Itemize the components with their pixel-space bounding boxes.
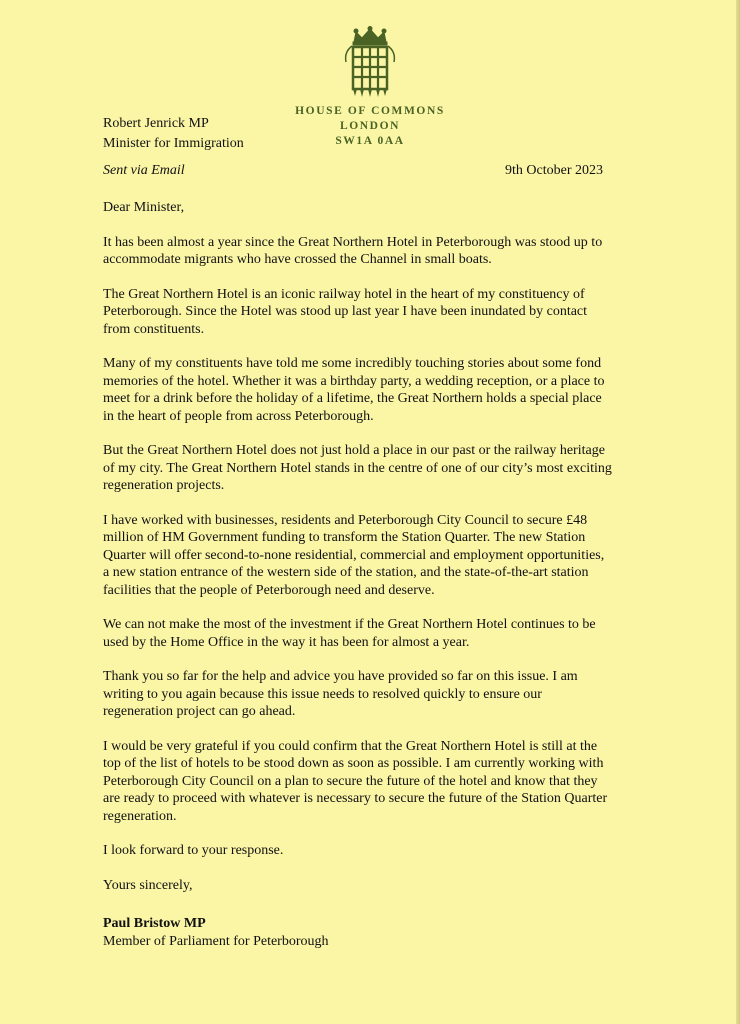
body-paragraph: I look forward to your response.: [103, 843, 284, 858]
body-paragraph: I have worked with businesses, residents and Peterborough City Council to secure £48 million of HM Government funding to transform the Station Quarter. The new Station Quarter will offer second-to-none residential, commercial and employment opportunities, a new station entrance of the western side of the station, and the state-of-the-art station facilities that the people of Peterborough need and deserve.: [103, 512, 605, 598]
letter-date: 9th October 2023: [505, 163, 603, 178]
body-paragraph: Thank you so far for the help and advice you have provided so far on this issue. I am writing to you again because this issue needs to resolved quickly to ensure our regeneration project can go ahead.: [103, 669, 578, 719]
letter-body: [103, 199, 613, 950]
institution-address: [280, 104, 460, 149]
closing: Yours sincerely,: [103, 877, 193, 893]
recipient-name: Robert Jenrick MP: [103, 116, 209, 131]
institution-postcode: SW1A 0AA: [335, 135, 405, 147]
recipient-title: Minister for Immigration: [103, 136, 244, 151]
delivery-method: Sent via Email: [103, 163, 185, 178]
portcullis-crest-icon: [340, 26, 400, 100]
body-paragraph: The Great Northern Hotel is an iconic railway hotel in the heart of my constituency of Peterborough. Since the Hotel was stood up last year I have been inundated by contact from constituents.: [103, 286, 588, 337]
recipient-block: [103, 114, 244, 154]
page-edge-shadow: [736, 0, 740, 1024]
body-paragraph: Many of my constituents have told me some incredibly touching stories about some fond memories of the hotel. Whether it was a birthday party, a wedding reception, or a place to meet for a drink before the holiday of a lifetime, the Great Northern holds a special place in the heart of people from across Peterborough.: [103, 356, 605, 424]
body-paragraph: I would be very grateful if you could confirm that the Great Northern Hotel is still at the top of the list of hotels to be stood down as soon as possible. I am currently working with Peterborough City Council on a plan to secure the future of the hotel and know that they are ready to proceed with whatever is necessary to secure the future of the Station Quarter regeneration.: [103, 738, 608, 824]
institution-name: HOUSE OF COMMONS: [295, 105, 445, 117]
body-paragraph: We can not make the most of the investment if the Great Northern Hotel continues to be used by the Home Office in the way it has been for almost a year.: [103, 617, 596, 650]
body-paragraph: But the Great Northern Hotel does not just hold a place in our past or the railway heritage of my city. The Great Northern Hotel stands in the centre of one of our city’s most exciting regeneration projects.: [103, 443, 612, 493]
body-paragraph: It has been almost a year since the Great Northern Hotel in Peterborough was stood up to accommodate migrants who have crossed the Channel in small boats.: [103, 234, 603, 267]
signature-title: Member of Parliament for Peterborough: [103, 933, 329, 949]
institution-city: LONDON: [339, 120, 401, 132]
signature-name: Paul Bristow MP: [103, 916, 206, 931]
salutation: Dear Minister,: [103, 200, 185, 215]
